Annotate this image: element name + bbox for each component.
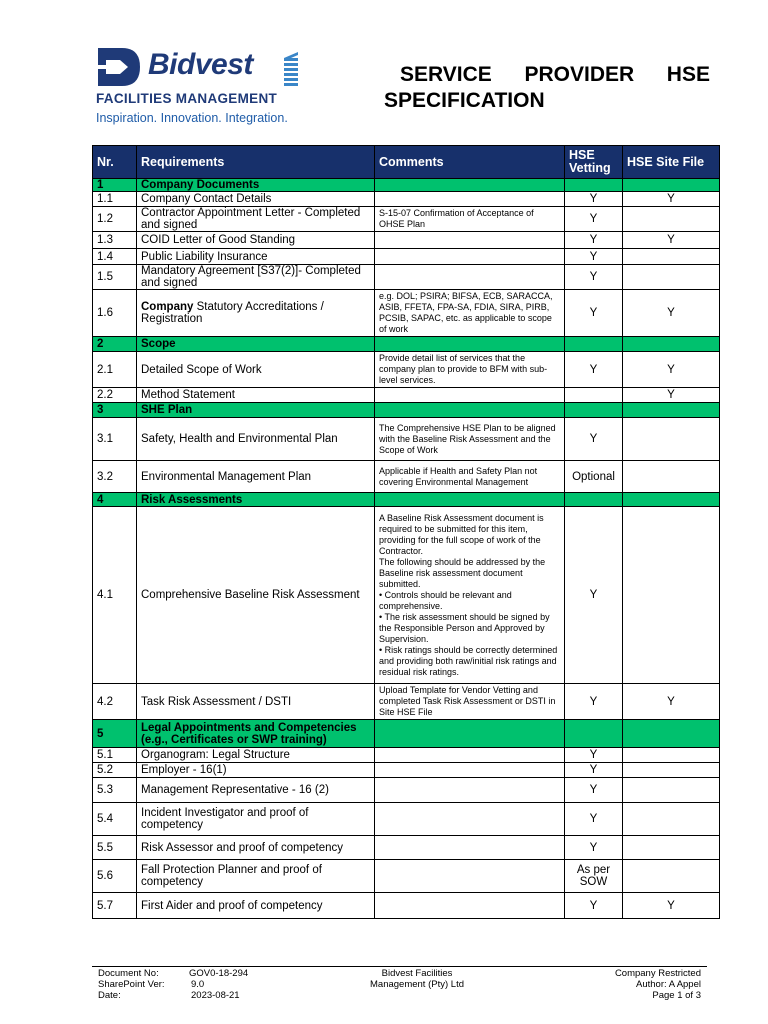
row-requirement: SHE Plan (137, 403, 375, 418)
table-row (93, 207, 720, 232)
row-requirement: Management Representative - 16 (2) (137, 778, 375, 803)
row-hse-vetting: Y (565, 418, 623, 461)
row-comment (375, 388, 565, 403)
table-row (93, 265, 720, 290)
row-number: 4.1 (93, 507, 137, 684)
table-row (93, 684, 720, 720)
footer-author: Author: A Appel (636, 979, 701, 990)
table-row (93, 461, 720, 493)
row-hse-site-file (623, 249, 720, 265)
table-row (93, 388, 720, 403)
row-requirement: Mandatory Agreement [S37(2)]- Completed and signed (137, 265, 375, 290)
footer-doc-no: GOV0-18-294 (189, 968, 249, 979)
table-row (93, 778, 720, 803)
section-row (93, 337, 720, 352)
column-header-requirements: Requirements (137, 146, 375, 179)
row-requirement: Organogram: Legal Structure (137, 748, 375, 763)
row-hse-site-file (623, 179, 720, 192)
row-hse-vetting: Optional (565, 461, 623, 493)
table-row (93, 418, 720, 461)
row-hse-vetting: Y (565, 684, 623, 720)
row-number: 5.4 (93, 803, 137, 836)
row-comment (375, 763, 565, 778)
row-comment (375, 836, 565, 860)
row-hse-vetting: Y (565, 893, 623, 919)
section-row (93, 720, 720, 748)
row-hse-site-file (623, 748, 720, 763)
table-row (93, 232, 720, 249)
table-row (93, 860, 720, 893)
table-row (93, 507, 720, 684)
row-number: 5.3 (93, 778, 137, 803)
row-number: 5 (93, 720, 137, 748)
table-row (93, 352, 720, 388)
table-row (93, 249, 720, 265)
row-hse-site-file (623, 860, 720, 893)
section-row (93, 403, 720, 418)
row-hse-site-file (623, 803, 720, 836)
title-word: HSE (666, 63, 710, 86)
company-logo (96, 44, 316, 128)
row-requirement: Company Contact Details (137, 192, 375, 207)
row-hse-vetting: Y (565, 803, 623, 836)
row-number: 5.6 (93, 860, 137, 893)
row-comment (375, 192, 565, 207)
logo-wordmark: Bidvest (148, 48, 253, 81)
footer-date-label: Date: (98, 990, 121, 1001)
row-hse-vetting: Y (565, 249, 623, 265)
row-hse-vetting: Y (565, 352, 623, 388)
footer-restriction: Company Restricted (614, 968, 701, 979)
row-hse-vetting (565, 388, 623, 403)
row-requirement: First Aider and proof of competency (137, 893, 375, 919)
row-number: 2 (93, 337, 137, 352)
row-hse-site-file: Y (623, 684, 720, 720)
logo-tagline: Inspiration. Innovation. Integration. (96, 111, 288, 125)
row-hse-vetting (565, 337, 623, 352)
bidvest-logo-icon (96, 46, 146, 88)
row-number: 5.2 (93, 763, 137, 778)
column-header-nr: Nr. (93, 146, 137, 179)
requirement-text: Statutory Accreditations / Registration (141, 301, 324, 325)
row-number: 2.1 (93, 352, 137, 388)
row-hse-site-file: Y (623, 192, 720, 207)
row-hse-site-file (623, 418, 720, 461)
page-footer (92, 966, 707, 1001)
table-row (93, 192, 720, 207)
row-hse-vetting: As per SOW (565, 860, 623, 893)
section-row (93, 179, 720, 192)
row-number: 3 (93, 403, 137, 418)
row-comment (375, 493, 565, 507)
row-hse-site-file (623, 493, 720, 507)
row-requirement (137, 290, 375, 337)
row-comment (375, 232, 565, 249)
row-number: 1.5 (93, 265, 137, 290)
row-comment (375, 803, 565, 836)
column-header-comments: Comments (375, 146, 565, 179)
footer-company-line-2: Management (Pty) Ltd (370, 979, 464, 990)
row-hse-site-file (623, 461, 720, 493)
row-hse-vetting: Y (565, 232, 623, 249)
logo-division: FACILITIES MANAGEMENT (96, 91, 278, 106)
row-hse-site-file (623, 763, 720, 778)
row-requirement: Scope (137, 337, 375, 352)
row-requirement: Comprehensive Baseline Risk Assessment (137, 507, 375, 684)
row-comment: Applicable if Health and Safety Plan not covering Environmental Management (375, 461, 565, 493)
row-hse-vetting: Y (565, 778, 623, 803)
row-requirement: Risk Assessments (137, 493, 375, 507)
row-requirement: Environmental Management Plan (137, 461, 375, 493)
row-requirement: Public Liability Insurance (137, 249, 375, 265)
row-comment (375, 893, 565, 919)
building-icon (282, 52, 302, 88)
row-comment (375, 720, 565, 748)
row-number: 3.1 (93, 418, 137, 461)
row-hse-vetting (565, 179, 623, 192)
row-comment (375, 179, 565, 192)
column-header-hse-vetting: HSE Vetting (565, 146, 623, 179)
row-hse-site-file (623, 836, 720, 860)
requirements-table (92, 145, 720, 919)
row-number: 4 (93, 493, 137, 507)
row-number: 1.2 (93, 207, 137, 232)
row-hse-vetting: Y (565, 507, 623, 684)
row-comment: A Baseline Risk Assessment document is required to be submitted for this item, providing for the full scope of work of the Contractor. The following should be addressed by the Baseline risk assessment document submitted. • Controls should be relevant and comprehensive. • The risk assessment should be signed by the Responsible Person and Approved by Supervision. • Risk ratings should be correctly determined and providing both raw/initial risk ratings and residual risk ratings. (375, 507, 565, 684)
row-hse-vetting: Y (565, 290, 623, 337)
row-number: 1.6 (93, 290, 137, 337)
row-hse-site-file (623, 337, 720, 352)
row-comment: Provide detail list of services that the company plan to provide to BFM with sub-level services. (375, 352, 565, 388)
page-title (384, 62, 710, 114)
row-hse-site-file (623, 403, 720, 418)
row-hse-vetting: Y (565, 192, 623, 207)
row-hse-vetting (565, 403, 623, 418)
row-requirement: Company Documents (137, 179, 375, 192)
title-word: PROVIDER (524, 63, 635, 86)
row-hse-site-file (623, 720, 720, 748)
row-comment: e.g. DOL; PSIRA; BIFSA, ECB, SARACCA, ASIB, FFETA, FPA-SA, FDIA, SIRA, PIRB, PCSIB, SAPAC, etc. as applicable to scope of work (375, 290, 565, 337)
row-number: 1.3 (93, 232, 137, 249)
row-hse-site-file (623, 778, 720, 803)
row-comment: Upload Template for Vendor Vetting and completed Task Risk Assessment or DSTI in Site HSE File (375, 684, 565, 720)
table-row (93, 893, 720, 919)
footer-page-number: Page 1 of 3 (652, 990, 701, 1001)
row-hse-site-file: Y (623, 893, 720, 919)
row-comment (375, 748, 565, 763)
row-number: 2.2 (93, 388, 137, 403)
row-hse-site-file: Y (623, 352, 720, 388)
row-hse-vetting: Y (565, 748, 623, 763)
row-number: 5.7 (93, 893, 137, 919)
row-number: 1 (93, 179, 137, 192)
row-hse-site-file: Y (623, 232, 720, 249)
row-number: 1.1 (93, 192, 137, 207)
row-hse-vetting: Y (565, 207, 623, 232)
section-row (93, 493, 720, 507)
row-number: 1.4 (93, 249, 137, 265)
table-row (93, 763, 720, 778)
row-hse-vetting (565, 493, 623, 507)
row-hse-vetting: Y (565, 763, 623, 778)
title-line-2: SPECIFICATION (384, 89, 545, 112)
row-requirement: Detailed Scope of Work (137, 352, 375, 388)
row-requirement: Risk Assessor and proof of competency (137, 836, 375, 860)
footer-doc-no-label: Document No: (98, 968, 159, 979)
row-hse-vetting (565, 720, 623, 748)
row-requirement: Legal Appointments and Competencies (e.g., Certificates or SWP training) (137, 720, 375, 748)
row-requirement: Safety, Health and Environmental Plan (137, 418, 375, 461)
requirement-emphasis: Company (141, 301, 194, 313)
row-comment: The Comprehensive HSE Plan to be aligned with the Baseline Risk Assessment and the Scope of Work (375, 418, 565, 461)
row-comment (375, 337, 565, 352)
table-row (93, 803, 720, 836)
row-comment: S-15-07 Confirmation of Acceptance of OHSE Plan (375, 207, 565, 232)
row-requirement: Task Risk Assessment / DSTI (137, 684, 375, 720)
row-comment (375, 860, 565, 893)
footer-company-line-1: Bidvest Facilities (381, 968, 453, 979)
column-header-hse-site-file: HSE Site File (623, 146, 720, 179)
row-requirement: Method Statement (137, 388, 375, 403)
row-number: 5.5 (93, 836, 137, 860)
title-word: SERVICE (400, 63, 492, 86)
row-hse-vetting: Y (565, 836, 623, 860)
row-hse-vetting: Y (565, 265, 623, 290)
footer-date: 2023-08-21 (191, 990, 240, 1001)
row-hse-site-file (623, 507, 720, 684)
row-number: 3.2 (93, 461, 137, 493)
row-hse-site-file: Y (623, 290, 720, 337)
row-number: 5.1 (93, 748, 137, 763)
row-requirement: Incident Investigator and proof of competency (137, 803, 375, 836)
table-row (93, 748, 720, 763)
row-requirement: Contractor Appointment Letter - Completed and signed (137, 207, 375, 232)
row-hse-site-file (623, 207, 720, 232)
footer-sharepoint-label: SharePoint Ver: (98, 979, 165, 990)
row-requirement: Employer - 16(1) (137, 763, 375, 778)
table-row (93, 836, 720, 860)
footer-sharepoint-ver: 9.0 (191, 979, 205, 990)
row-hse-site-file (623, 265, 720, 290)
row-comment (375, 403, 565, 418)
row-comment (375, 249, 565, 265)
row-requirement: Fall Protection Planner and proof of competency (137, 860, 375, 893)
row-hse-site-file: Y (623, 388, 720, 403)
row-number: 4.2 (93, 684, 137, 720)
row-comment (375, 265, 565, 290)
row-requirement: COID Letter of Good Standing (137, 232, 375, 249)
row-comment (375, 778, 565, 803)
table-row (93, 290, 720, 337)
